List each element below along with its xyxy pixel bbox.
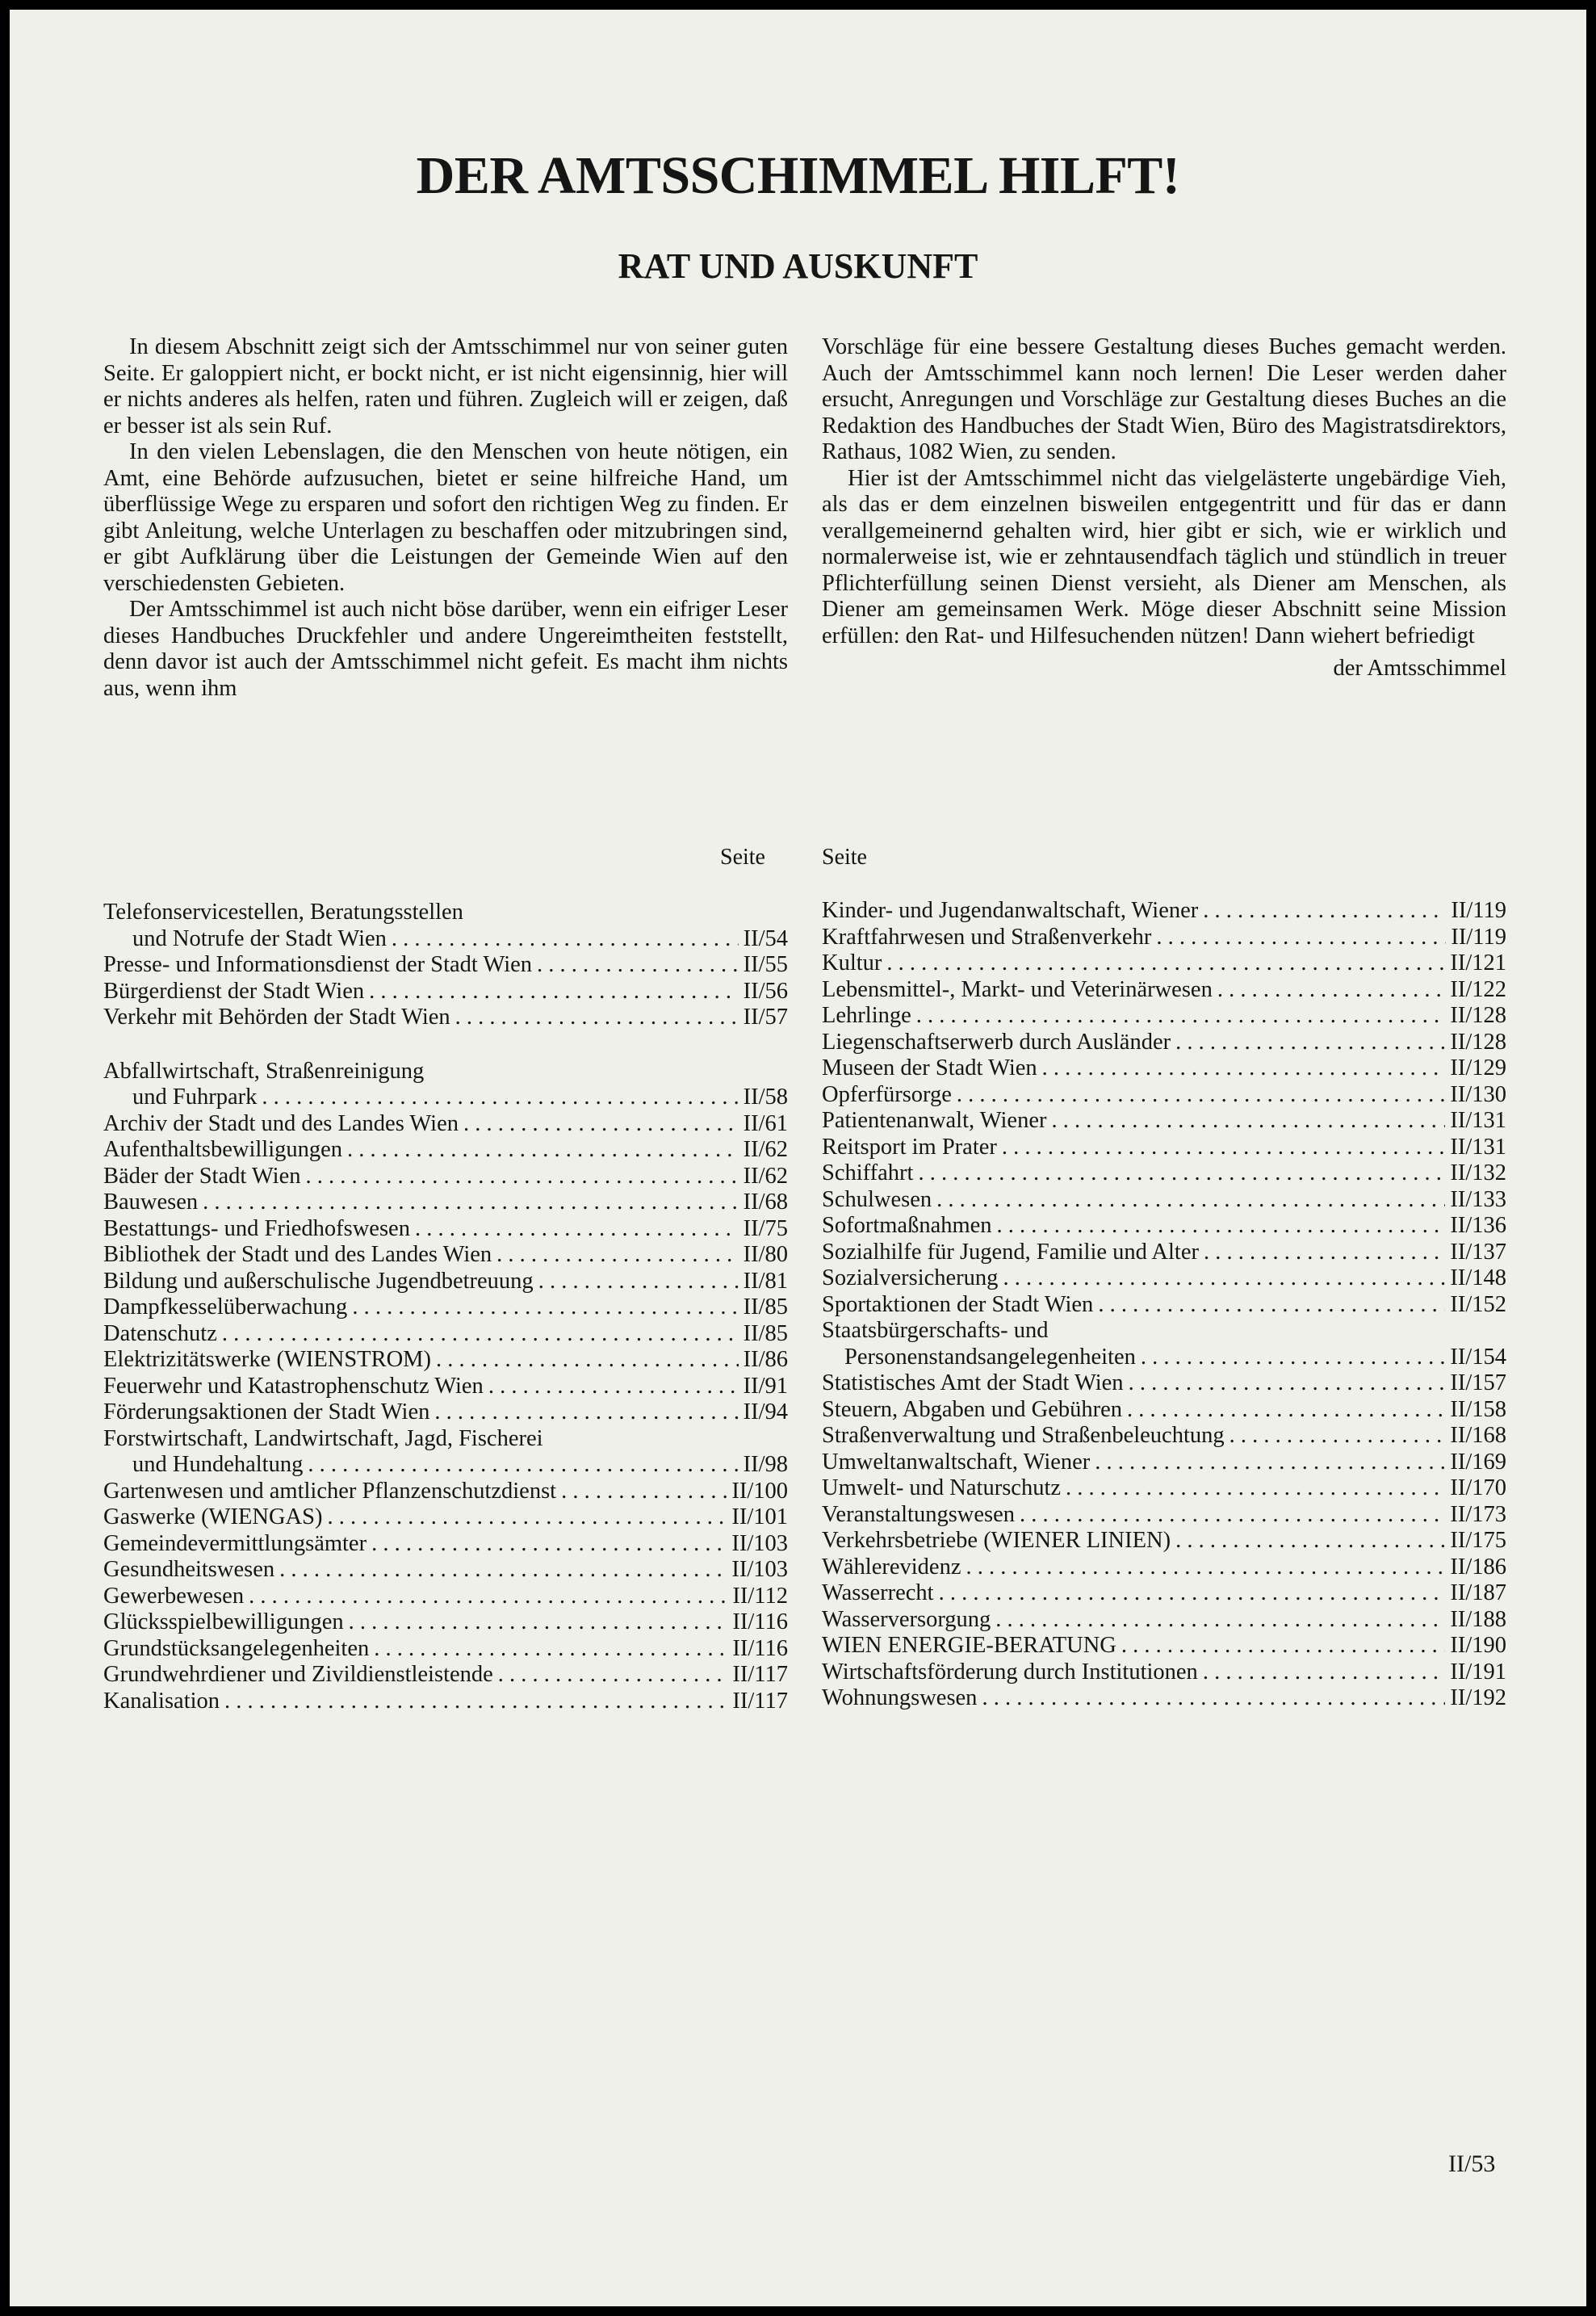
toc-entry[interactable] <box>103 1479 788 1505</box>
toc-entry-label: Bauwesen <box>103 1189 199 1215</box>
toc-entry-label: Staatsbürgerschafts- und <box>822 1318 1049 1343</box>
toc-entry-page: II/131 <box>1450 1134 1506 1160</box>
toc-entry[interactable] <box>822 1423 1506 1450</box>
toc-entry[interactable] <box>103 1531 788 1558</box>
toc-leader-dots <box>222 1321 739 1348</box>
toc-entry-page: II/85 <box>743 1294 788 1320</box>
toc-entry-label: Wohnungswesen <box>822 1685 978 1710</box>
toc-leader-dots <box>415 1216 739 1243</box>
toc-entry-page: II/148 <box>1450 1265 1506 1290</box>
toc-entry-page: II/188 <box>1450 1606 1506 1632</box>
toc-entry-label: Gewerbewesen <box>103 1583 245 1609</box>
toc-entry[interactable] <box>822 925 1506 951</box>
toc-entry-page: II/169 <box>1450 1449 1506 1475</box>
toc-entry-label: Kinder- und Jugendanwaltschaft, Wiener <box>822 898 1199 923</box>
toc-entry-label: Straßenverwaltung und Straßenbeleuchtung <box>822 1423 1225 1448</box>
toc-leader-dots <box>1121 1633 1445 1659</box>
toc-entry[interactable] <box>103 1609 788 1636</box>
toc-entry-page: II/112 <box>732 1583 788 1609</box>
toc-entry[interactable] <box>103 1689 788 1715</box>
toc-entry-label: Forstwirtschaft, Landwirtschaft, Jagd, Fischerei <box>103 1425 543 1451</box>
toc-entry-page: II/75 <box>743 1215 788 1241</box>
toc-entry-label: Schulwesen <box>822 1186 932 1212</box>
toc-entry-label: Sofortmaßnahmen <box>822 1213 992 1238</box>
toc-entry-label: Glücksspielbewilligungen <box>103 1609 344 1634</box>
intro-paragraph: In den vielen Lebenslagen, die den Menschen von heute nötigen, ein Amt, eine Behörde aufzusuchen, bietet er seine hilfreiche Hand, um überflüssige Wege zu ersparen und sofort den richtigen Weg zu finden. Er gibt Anleitung, welche Unterlagen zu beschaffen oder mitzubringen sind, er gibt Aufklärung über die Leistungen der Gemeinde Wien auf den verschiedensten Gebieten. <box>103 439 788 596</box>
toc-entry[interactable] <box>103 1269 788 1295</box>
toc-entry[interactable] <box>103 1347 788 1374</box>
toc-entry-label: Feuerwehr und Katastrophenschutz Wien <box>103 1373 484 1399</box>
toc-column-right <box>822 898 1506 1712</box>
toc-entry-page: II/103 <box>731 1557 788 1582</box>
toc-entry[interactable] <box>822 1265 1506 1292</box>
toc-entry-page: II/85 <box>743 1320 788 1346</box>
toc-leader-dots <box>1127 1397 1445 1424</box>
toc-leader-dots <box>939 1580 1446 1607</box>
toc-entry[interactable] <box>822 1370 1506 1397</box>
toc-leader-dots <box>918 1160 1445 1187</box>
toc-entry[interactable] <box>822 1450 1506 1476</box>
toc-entry-label: Personenstandsangelegenheiten <box>844 1344 1136 1370</box>
toc-leader-dots <box>538 1269 739 1295</box>
toc-entry-label: Verkehrsbetriebe (WIENER LINIEN) <box>822 1528 1171 1553</box>
toc-entry-label: Statistisches Amt der Stadt Wien <box>822 1370 1124 1395</box>
toc-entry[interactable] <box>822 1502 1506 1529</box>
toc-entry[interactable] <box>822 1554 1506 1581</box>
toc-leader-dots <box>392 926 739 953</box>
page-title: DER AMTSSCHIMMEL HILFT! <box>416 146 1180 205</box>
toc-entry[interactable] <box>822 1213 1506 1240</box>
toc-entry[interactable] <box>103 1059 788 1085</box>
toc-entry-label: und Fuhrpark <box>132 1085 258 1110</box>
toc-entry[interactable] <box>822 1633 1506 1659</box>
toc-entry-page: II/119 <box>1451 924 1506 950</box>
toc-leader-dots <box>1156 925 1446 951</box>
toc-entry[interactable] <box>103 1557 788 1584</box>
toc-leader-dots <box>1129 1370 1446 1397</box>
toc-leader-dots <box>537 952 739 979</box>
toc-entry-label: Lehrlinge <box>822 1003 911 1028</box>
toc-entry[interactable] <box>822 898 1506 925</box>
toc-entry-label: Gemeindevermittlungsämter <box>103 1530 367 1556</box>
toc-entry[interactable] <box>103 1189 788 1216</box>
toc-leader-dots <box>936 1187 1445 1214</box>
toc-leader-dots <box>1098 1292 1445 1319</box>
toc-entry-page: II/58 <box>743 1085 788 1110</box>
toc-entry[interactable] <box>822 1397 1506 1424</box>
toc-entry-page: II/116 <box>732 1609 788 1634</box>
toc-entry[interactable] <box>822 1240 1506 1266</box>
toc-entry[interactable] <box>822 1318 1506 1345</box>
toc-entry-page: II/128 <box>1450 1029 1506 1055</box>
toc-entry-label: Umwelt- und Naturschutz <box>822 1475 1062 1500</box>
toc-column-left <box>103 900 788 1714</box>
toc-leader-dots <box>249 1584 727 1610</box>
toc-entry-label: Sozialversicherung <box>822 1265 999 1290</box>
toc-leader-dots <box>498 1662 728 1689</box>
toc-entry-page: II/190 <box>1450 1633 1506 1658</box>
toc-entry-label: Gesundheitswesen <box>103 1557 275 1582</box>
toc-entry[interactable] <box>822 1580 1506 1607</box>
toc-entry[interactable] <box>103 1426 788 1453</box>
toc-entry[interactable] <box>822 1292 1506 1319</box>
toc-entry-page: II/187 <box>1450 1580 1506 1605</box>
intro-paragraph: Hier ist der Amtsschimmel nicht das vielgelästerte ungebärdige Vieh, als das er dem einzelnen bisweilen entgegentritt und für das er dann verallgemeinernd gehalten wird, hier gibt er sich, wie er wirklich und normalerweise ist, wie er zehntausendfach täglich und stündlich in treuer Pflichterfüllung seinen Dienst versieht, als Diener am Menschen, als Diener am gemeinsamen Werk. Möge dieser Abschnitt seine Mission erfüllen: den Rat- und Hilfesuchenden nützen! Dann wiehert befriedigt <box>822 465 1506 648</box>
toc-leader-dots <box>369 979 738 1005</box>
intro-column-right <box>822 334 1506 682</box>
toc-leader-dots <box>496 1242 738 1269</box>
toc-entry-page: II/119 <box>1451 898 1506 923</box>
toc-entry-page: II/175 <box>1450 1528 1506 1553</box>
toc-leader-dots <box>1175 1030 1445 1056</box>
toc-entry-label: Datenschutz <box>103 1320 217 1346</box>
toc-entry-label: Wasserversorgung <box>822 1606 991 1632</box>
toc-leader-dots <box>997 1213 1446 1240</box>
toc-entry-label: Gartenwesen und amtlicher Pflanzenschutzdienst <box>103 1478 557 1504</box>
toc-leader-dots <box>352 1294 738 1321</box>
signature: der Amtsschimmel <box>1333 656 1506 681</box>
toc-entry-page: II/121 <box>1450 950 1506 975</box>
toc-leader-dots <box>1051 1108 1445 1135</box>
toc-entry[interactable] <box>103 979 788 1005</box>
toc-entry[interactable] <box>103 1504 788 1531</box>
toc-leader-dots <box>1204 1240 1445 1266</box>
toc-entry-page: II/91 <box>743 1373 788 1399</box>
toc-entry-label: Patientenanwalt, Wiener <box>822 1108 1047 1133</box>
toc-entry[interactable] <box>103 1452 788 1479</box>
toc-entry[interactable] <box>103 1242 788 1269</box>
toc-header-right: Seite <box>822 845 867 870</box>
toc-entry-page: II/158 <box>1450 1396 1506 1422</box>
toc-entry-label: Kanalisation <box>103 1688 220 1714</box>
toc-entry-label: und Notrufe der Stadt Wien <box>132 925 387 951</box>
toc-entry[interactable] <box>103 1399 788 1426</box>
toc-entry-label: Opferfürsorge <box>822 1081 952 1107</box>
toc-entry-page: II/55 <box>743 952 788 977</box>
toc-entry-page: II/98 <box>743 1452 788 1477</box>
toc-entry-page: II/192 <box>1450 1685 1506 1710</box>
toc-entry-label: Dampfkesselüberwachung <box>103 1294 348 1320</box>
toc-leader-dots <box>982 1685 1445 1712</box>
toc-entry[interactable] <box>103 1164 788 1190</box>
toc-leader-dots <box>455 1005 739 1031</box>
toc-entry-page: II/81 <box>743 1268 788 1294</box>
toc-leader-dots <box>327 1504 727 1531</box>
toc-leader-dots <box>374 1636 727 1663</box>
toc-entry-label: Bäder der Stadt Wien <box>103 1163 301 1189</box>
toc-entry-page: II/68 <box>743 1189 788 1215</box>
toc-entry[interactable] <box>822 1475 1506 1502</box>
toc-entry[interactable] <box>822 1108 1506 1135</box>
toc-entry-page: II/128 <box>1450 1003 1506 1028</box>
toc-entry-label: Wasserrecht <box>822 1580 934 1605</box>
toc-leader-dots <box>1003 1265 1445 1292</box>
toc-entry-label: Veranstaltungswesen <box>822 1501 1016 1527</box>
toc-entry[interactable] <box>103 1374 788 1400</box>
intro-paragraph: Vorschläge für eine bessere Gestaltung dieses Buches gemacht werden. Auch der Amtsschimmel kann noch lernen! Die Leser werden daher ersucht, Anregungen und Vorschläge zur Gestaltung dieses Buches an die Redaktion des Handbuches der Stadt Wien, Büro des Magistratsdirektors, Rathaus, 1082 Wien, zu senden. <box>822 334 1506 464</box>
toc-entry-page: II/136 <box>1450 1213 1506 1238</box>
toc-entry-page: II/191 <box>1450 1659 1506 1685</box>
toc-entry-label: Aufenthaltsbewilligungen <box>103 1137 343 1162</box>
toc-entry-label: Bestattungs- und Friedhofswesen <box>103 1215 410 1241</box>
toc-entry-label: Sozialhilfe für Jugend, Familie und Alter <box>822 1239 1199 1265</box>
section-subtitle: RAT UND AUSKUNFT <box>618 246 978 286</box>
toc-leader-dots <box>1095 1450 1445 1476</box>
toc-leader-dots <box>434 1399 738 1426</box>
toc-leader-dots <box>262 1085 738 1111</box>
toc-leader-dots <box>488 1374 739 1400</box>
toc-entry[interactable] <box>103 1321 788 1348</box>
toc-entry-page: II/103 <box>731 1530 788 1556</box>
toc-leader-dots <box>436 1347 739 1374</box>
toc-entry-label: Lebensmittel-, Markt- und Veterinärwesen <box>822 976 1213 1002</box>
toc-entry[interactable] <box>822 1160 1506 1187</box>
toc-leader-dots <box>916 1003 1446 1030</box>
toc-entry-page: II/186 <box>1450 1554 1506 1580</box>
toc-leader-dots <box>305 1164 738 1190</box>
toc-entry-page: II/86 <box>743 1347 788 1372</box>
toc-leader-dots <box>1141 1345 1445 1371</box>
toc-entry-page: II/94 <box>743 1399 788 1424</box>
toc-entry-page: II/101 <box>731 1504 788 1529</box>
toc-leader-dots <box>995 1607 1445 1634</box>
toc-entry-label: Elektrizitätswerke (WIENSTROM) <box>103 1347 431 1372</box>
toc-entry-label: Kultur <box>822 950 882 975</box>
toc-entry-label: Wählerevidenz <box>822 1554 961 1580</box>
toc-entry-label: Bürgerdienst der Stadt Wien <box>103 978 365 1004</box>
toc-entry[interactable] <box>103 1662 788 1689</box>
toc-header-left: Seite <box>720 845 765 870</box>
toc-entry[interactable] <box>822 1659 1506 1686</box>
toc-entry-label: Bibliothek der Stadt und des Landes Wien <box>103 1242 492 1267</box>
intro-paragraph: In diesem Abschnitt zeigt sich der Amtsschimmel nur von seiner guten Seite. Er galoppiert nicht, er bockt nicht, er ist nicht eigensinnig, hier will er nichts anderes als helfen, raten und führen. Zugleich will er zeigen, daß er besser ist als sein Ruf. <box>103 334 788 438</box>
toc-leader-dots <box>966 1554 1445 1581</box>
toc-leader-dots <box>1002 1135 1445 1161</box>
toc-leader-dots <box>1203 1659 1446 1686</box>
toc-entry[interactable] <box>103 1111 788 1138</box>
toc-entry-label: Gaswerke (WIENGAS) <box>103 1504 323 1529</box>
intro-paragraph: Der Amtsschimmel ist auch nicht böse darüber, wenn ein eifriger Leser dieses Handbuches Druckfehler und andere Ungereimtheiten feststellt, denn davor ist auch der Amtsschimmel nicht gefeit. Es macht ihm nichts aus, wenn ihm <box>103 597 788 701</box>
toc-entry-page: II/100 <box>731 1478 788 1504</box>
toc-entry-label: Umweltanwaltschaft, Wiener <box>822 1449 1091 1475</box>
toc-entry-label: Reitsport im Prater <box>822 1134 997 1160</box>
toc-entry-label: WIEN ENERGIE-BERATUNG <box>822 1633 1116 1658</box>
toc-entry[interactable] <box>822 1187 1506 1214</box>
toc-leader-dots <box>279 1557 727 1584</box>
toc-entry-page: II/57 <box>743 1005 788 1030</box>
toc-entry-label: Verkehr mit Behörden der Stadt Wien <box>103 1005 450 1030</box>
toc-entry-label: Kraftfahrwesen und Straßenverkehr <box>822 924 1152 950</box>
toc-entry[interactable] <box>103 1137 788 1164</box>
toc-entry-label: Steuern, Abgaben und Gebühren <box>822 1396 1122 1422</box>
toc-entry-page: II/133 <box>1450 1186 1506 1212</box>
toc-entry[interactable] <box>103 1216 788 1243</box>
toc-entry-label: Liegenschaftserwerb durch Ausländer <box>822 1029 1171 1055</box>
toc-entry[interactable] <box>822 977 1506 1004</box>
toc-entry-page: II/157 <box>1450 1370 1506 1395</box>
toc-entry-page: II/154 <box>1450 1344 1506 1370</box>
toc-leader-dots <box>371 1531 727 1558</box>
toc-entry-label: Förderungsaktionen der Stadt Wien <box>103 1399 430 1424</box>
toc-leader-dots <box>1229 1423 1446 1450</box>
toc-entry-page: II/173 <box>1450 1501 1506 1527</box>
toc-entry[interactable] <box>822 1345 1506 1371</box>
toc-leader-dots <box>349 1609 728 1636</box>
toc-leader-dots <box>957 1082 1445 1109</box>
toc-entry-label: Bildung und außerschulische Jugendbetreuung <box>103 1268 534 1294</box>
toc-entry[interactable] <box>822 1607 1506 1634</box>
toc-entry-label: Archiv der Stadt und des Landes Wien <box>103 1110 459 1136</box>
toc-entry-page: II/80 <box>743 1242 788 1267</box>
toc-entry-label: Schiffahrt <box>822 1160 914 1185</box>
toc-entry-page: II/168 <box>1450 1423 1506 1448</box>
toc-entry[interactable] <box>822 1082 1506 1109</box>
toc-entry-page: II/132 <box>1450 1160 1506 1185</box>
document-page <box>10 10 1586 2306</box>
toc-entry-label: und Hundehaltung <box>132 1452 304 1477</box>
toc-leader-dots <box>463 1111 739 1138</box>
toc-leader-dots <box>1217 977 1446 1004</box>
toc-entry[interactable] <box>822 1135 1506 1161</box>
toc-entry-page: II/170 <box>1450 1475 1506 1500</box>
toc-entry[interactable] <box>822 1055 1506 1082</box>
toc-entry-label: Abfallwirtschaft, Straßenreinigung <box>103 1058 425 1084</box>
toc-leader-dots <box>347 1137 739 1164</box>
page-number: II/53 <box>1448 2150 1496 2177</box>
toc-leader-dots <box>224 1689 727 1715</box>
toc-leader-dots <box>308 1452 738 1479</box>
toc-leader-dots <box>886 950 1445 977</box>
toc-entry-label: Wirtschaftsförderung durch Institutionen <box>822 1659 1198 1685</box>
toc-entry[interactable] <box>822 1685 1506 1712</box>
toc-entry[interactable] <box>103 1636 788 1663</box>
toc-entry[interactable] <box>822 1003 1506 1030</box>
toc-entry-page: II/117 <box>732 1688 788 1714</box>
toc-entry[interactable] <box>822 1030 1506 1056</box>
toc-entry-label: Presse- und Informationsdienst der Stadt Wien <box>103 952 533 977</box>
toc-entry[interactable] <box>103 1005 788 1031</box>
toc-entry-page: II/152 <box>1450 1291 1506 1317</box>
toc-entry-label: Grundstücksangelegenheiten <box>103 1635 370 1661</box>
toc-entry-page: II/122 <box>1450 976 1506 1002</box>
toc-entry-page: II/130 <box>1450 1081 1506 1107</box>
toc-leader-dots <box>1175 1528 1445 1554</box>
toc-entry-page: II/61 <box>743 1110 788 1136</box>
toc-entry-page: II/129 <box>1450 1055 1506 1080</box>
toc-entry-page: II/117 <box>732 1662 788 1687</box>
toc-leader-dots <box>203 1189 738 1216</box>
toc-entry-page: II/56 <box>743 978 788 1004</box>
toc-entry[interactable] <box>103 1294 788 1321</box>
toc-leader-dots <box>1042 1055 1446 1082</box>
toc-leader-dots <box>1020 1502 1445 1529</box>
toc-entry[interactable] <box>822 950 1506 977</box>
toc-entry-page: II/116 <box>732 1635 788 1661</box>
toc-entry-page: II/62 <box>743 1137 788 1162</box>
toc-entry[interactable] <box>103 1584 788 1610</box>
toc-entry[interactable] <box>103 1085 788 1111</box>
toc-entry-label: Sportaktionen der Stadt Wien <box>822 1291 1094 1317</box>
toc-spacer <box>103 1031 788 1059</box>
toc-entry[interactable] <box>103 952 788 979</box>
toc-leader-dots <box>1066 1475 1445 1502</box>
toc-entry-label: Telefonservicestellen, Beratungsstellen <box>103 900 463 925</box>
intro-column-left <box>103 334 788 702</box>
toc-entry-label: Grundwehrdiener und Zivildienstleistende <box>103 1662 493 1687</box>
toc-entry-page: II/62 <box>743 1163 788 1189</box>
toc-entry-label: Museen der Stadt Wien <box>822 1055 1037 1080</box>
toc-entry-page: II/131 <box>1450 1108 1506 1133</box>
toc-entry[interactable] <box>822 1528 1506 1554</box>
toc-leader-dots <box>561 1479 727 1505</box>
toc-entry[interactable] <box>103 900 788 926</box>
toc-entry[interactable] <box>103 926 788 953</box>
toc-leader-dots <box>1203 898 1446 925</box>
toc-entry-page: II/54 <box>743 925 788 951</box>
toc-entry-page: II/137 <box>1450 1239 1506 1265</box>
